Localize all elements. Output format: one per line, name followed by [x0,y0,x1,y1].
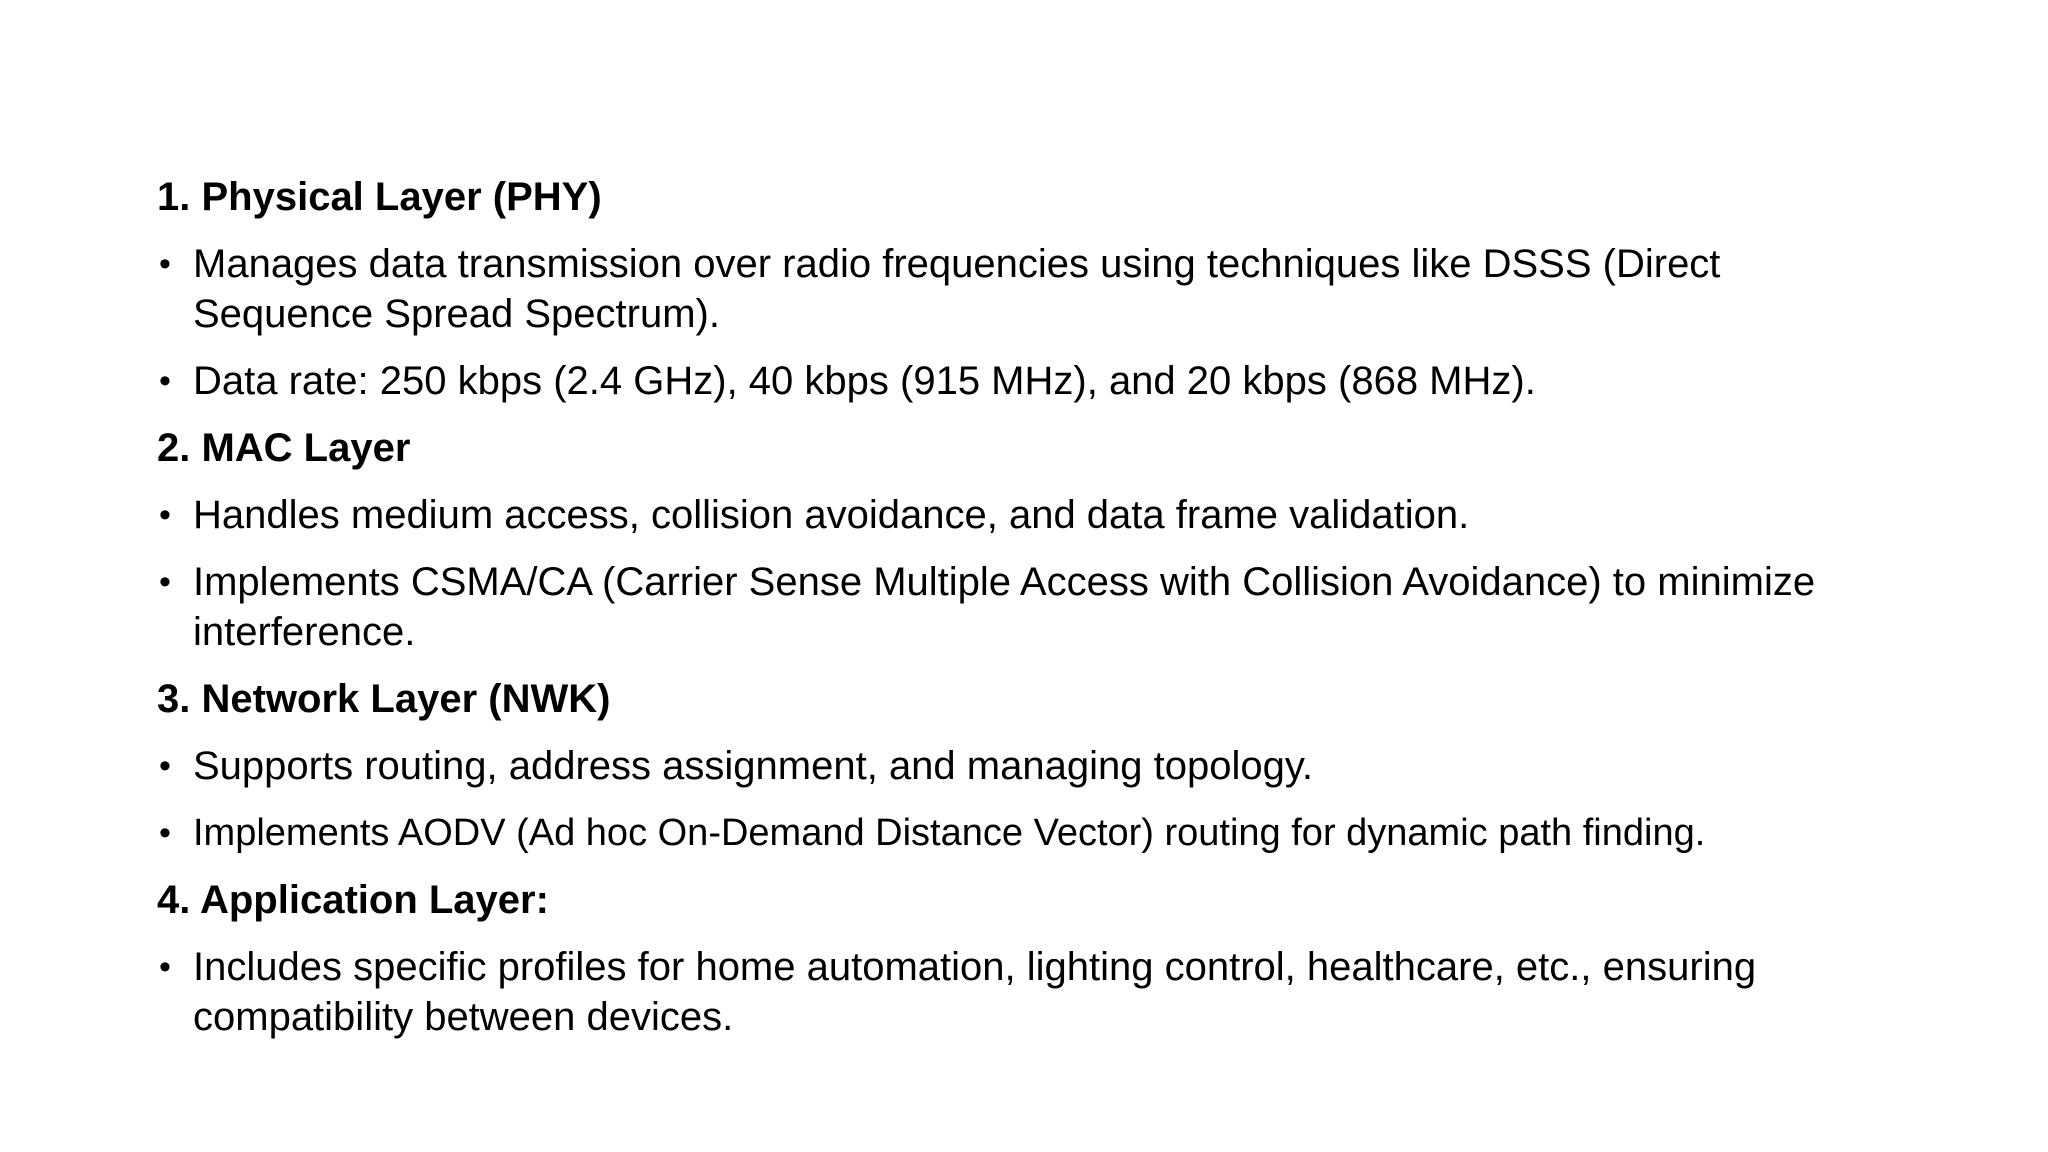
bullet-item [157,942,1933,1042]
bullet-text: Implements CSMA/CA (Carrier Sense Multiple Access with Collision Avoidance) to minimize interference. [193,560,1816,654]
section-heading-application-layer: 4. Application Layer: [157,878,549,922]
bullet-text: Handles medium access, collision avoidance, and data frame validation. [193,493,1470,537]
bullet-item [157,557,1853,657]
bullet-item [157,490,1957,540]
bullet-icon: • [159,948,171,986]
bullet-item [157,808,1957,858]
bullet-item [157,239,1853,339]
bullet-icon: • [159,362,171,400]
section-heading-mac-layer: 2. MAC Layer [157,426,411,470]
bullet-icon: • [159,245,171,283]
section-heading-network-layer: 3. Network Layer (NWK) [157,677,611,721]
bullet-text: Supports routing, address assignment, and managing topology. [193,744,1313,788]
bullet-text: Implements AODV (Ad hoc On-Demand Distance Vector) routing for dynamic path finding. [193,812,1706,854]
bullet-item [157,356,1957,406]
bullet-text: Data rate: 250 kbps (2.4 GHz), 40 kbps (915 MHz), and 20 kbps (868 MHz). [193,359,1536,403]
slide-body [157,172,1957,1059]
section-heading-physical-layer: 1. Physical Layer (PHY) [157,175,602,219]
bullet-icon: • [159,563,171,601]
bullet-text: Manages data transmission over radio frequencies using techniques like DSSS (Direct Sequence Spread Spectrum). [193,242,1721,336]
bullet-icon: • [159,496,171,534]
bullet-icon: • [159,814,171,852]
bullet-icon: • [159,747,171,785]
bullet-text: Includes specific profiles for home automation, lighting control, healthcare, etc., ensuring compatibility between devices. [193,945,1757,1039]
bullet-item [157,741,1957,791]
